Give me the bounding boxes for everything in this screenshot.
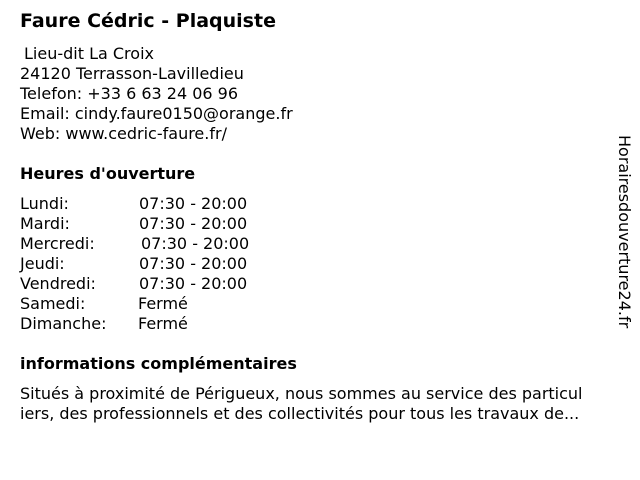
hours-row-monday bbox=[20, 194, 320, 214]
hours-day: Vendredi: bbox=[20, 274, 96, 293]
hours-row-saturday bbox=[20, 294, 320, 314]
hours-time: 07:30 - 20:00 bbox=[139, 214, 248, 233]
hours-day: Lundi: bbox=[20, 194, 69, 213]
phone-line[interactable]: Telefon: +33 6 63 24 06 96 bbox=[20, 84, 239, 103]
hours-row-thursday bbox=[20, 254, 320, 274]
hours-row-sunday bbox=[20, 314, 320, 334]
description-text bbox=[20, 384, 632, 424]
website-line[interactable]: Web: www.cedric-faure.fr/ bbox=[20, 124, 227, 143]
opening-hours-heading: Heures d'ouverture bbox=[20, 164, 196, 183]
address-street: Lieu-dit La Croix bbox=[24, 44, 154, 63]
hours-row-friday bbox=[20, 274, 320, 294]
email-line[interactable]: Email: cindy.faure0150@orange.fr bbox=[20, 104, 293, 123]
hours-time: Fermé bbox=[138, 294, 188, 313]
hours-day: Mercredi: bbox=[20, 234, 95, 253]
hours-time: 07:30 - 20:00 bbox=[139, 274, 248, 293]
hours-row-wednesday bbox=[20, 234, 320, 254]
description-line: Situés à proximité de Périgueux, nous sommes au service des particul bbox=[20, 384, 583, 403]
additional-info-heading: informations complémentaires bbox=[20, 354, 297, 373]
hours-row-tuesday bbox=[20, 214, 320, 234]
hours-time: 07:30 - 20:00 bbox=[139, 254, 248, 273]
opening-hours-table bbox=[20, 194, 320, 334]
description-line: iers, des professionnels et des collectivités pour tous les travaux de... bbox=[20, 404, 580, 423]
address-city: 24120 Terrasson-Lavilledieu bbox=[20, 64, 244, 83]
contact-block bbox=[20, 44, 293, 144]
site-watermark: Horairesdouverture24.fr bbox=[615, 135, 634, 329]
hours-time: 07:30 - 20:00 bbox=[141, 234, 250, 253]
hours-day: Dimanche: bbox=[20, 314, 107, 333]
business-name: Faure Cédric - Plaquiste bbox=[20, 10, 276, 32]
hours-day: Mardi: bbox=[20, 214, 70, 233]
hours-time: Fermé bbox=[138, 314, 188, 333]
hours-day: Jeudi: bbox=[20, 254, 65, 273]
hours-time: 07:30 - 20:00 bbox=[139, 194, 248, 213]
hours-day: Samedi: bbox=[20, 294, 86, 313]
